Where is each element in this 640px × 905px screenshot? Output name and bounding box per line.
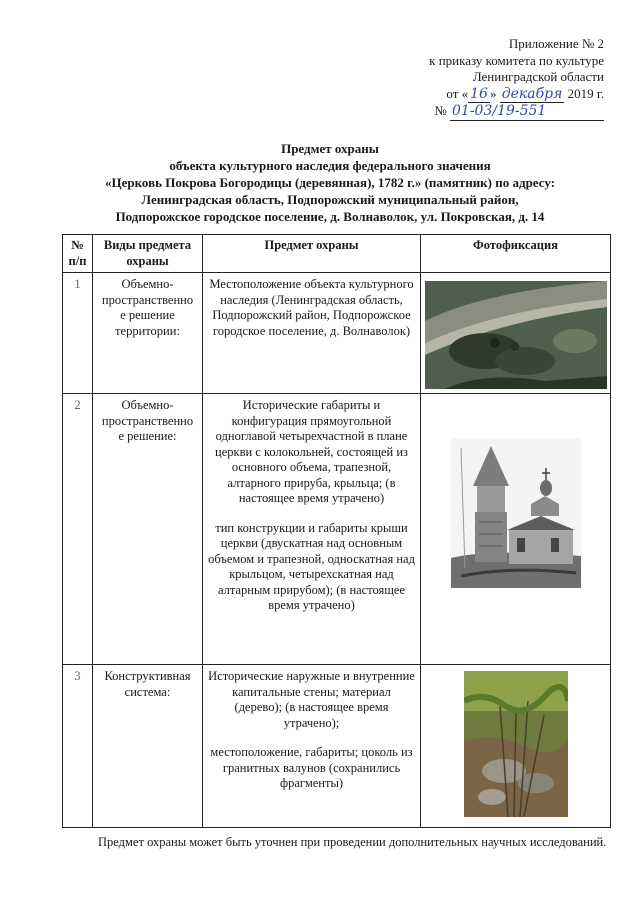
date-year: 2019 г. xyxy=(567,85,604,101)
footer-note: Предмет охраны может быть уточнен при проведении дополнительных научных исследований. xyxy=(98,835,607,849)
row-photo-cell xyxy=(421,665,611,828)
aerial-photo xyxy=(425,281,607,389)
appendix-order-line: к приказу комитета по культуре xyxy=(429,52,604,68)
subject-paragraph: тип конструкции и габариты крыши церкви (двускатная над основным объемом и трапезной, односкатная над крыльцом, четырехскатная над алтарным прирубом); (в настоящее время утрачено) xyxy=(208,520,415,612)
subject-paragraph: Исторические наружные и внутренние капитальные стены; материал (дерево); (в настоящее время утрачено); xyxy=(208,669,415,730)
subject-paragraph: Местоположение объекта культурного наследия (Ленинградская область, Подпорожский район, Подпорожское городское поселение, д. Волнаволок) xyxy=(209,277,414,338)
header-kind: Виды предмета охраны xyxy=(93,235,203,273)
row-kind: Объемно-пространственно е решение территории: xyxy=(93,273,203,394)
title-line-3: «Церковь Покрова Богородицы (деревянная), 1782 г.» (памятник) по адресу: xyxy=(105,175,555,190)
table-row xyxy=(63,394,611,665)
appendix-number-line xyxy=(344,103,604,121)
row-photo-cell xyxy=(421,273,611,394)
appendix-number: Приложение № 2 xyxy=(508,36,604,51)
header-photo: Фотофиксация xyxy=(421,235,611,273)
number-prefix: № xyxy=(434,103,447,118)
ruins-photo xyxy=(464,671,568,817)
document-title xyxy=(50,140,610,225)
church-drawing xyxy=(451,438,581,588)
date-month: декабря xyxy=(501,85,563,102)
row-number: 1 xyxy=(63,273,93,394)
protection-subject-table xyxy=(62,234,611,828)
title-line-4: Ленинградская область, Подпорожский муниципальный район, xyxy=(141,192,519,207)
row-subject xyxy=(203,665,421,828)
title-line-5: Подпорожское городское поселение, д. Волнаволок, ул. Покровская, д. 14 xyxy=(115,209,545,224)
subject-paragraph: местоположение, габариты; цоколь из гранитных валунов (сохранились фрагменты) xyxy=(210,745,413,790)
row-subject xyxy=(203,394,421,665)
row-photo-cell xyxy=(421,394,611,665)
table-row xyxy=(63,665,611,828)
date-prefix: от « xyxy=(446,85,469,101)
title-line-1: Предмет охраны xyxy=(281,141,379,156)
table-header-row xyxy=(63,235,611,273)
date-day: 16 xyxy=(470,85,488,102)
subject-paragraph: Исторические габариты и конфигурация прямоугольной одноглавой четырехчастной в плане церкви с колокольней, состоящей из основного объема, трапезной, алтарного прируба, крыльца; (в настоящее время утрачено) xyxy=(215,398,408,505)
title-line-2: объекта культурного наследия федерального значения xyxy=(169,158,491,173)
table-row xyxy=(63,273,611,394)
appendix-date-line xyxy=(344,86,604,104)
row-kind: Объемно-пространственно е решение: xyxy=(93,394,203,665)
date-mid: » xyxy=(489,85,497,101)
row-subject xyxy=(203,273,421,394)
appendix-region-line: Ленинградской области xyxy=(472,69,604,84)
row-kind: Конструктивная система: xyxy=(93,665,203,828)
row-number: 3 xyxy=(63,665,93,828)
row-number: 2 xyxy=(63,394,93,665)
order-number: 01-03/19-551 xyxy=(450,103,604,121)
appendix-header xyxy=(344,36,604,121)
header-num: № п/п xyxy=(63,235,93,273)
header-subject: Предмет охраны xyxy=(203,235,421,273)
